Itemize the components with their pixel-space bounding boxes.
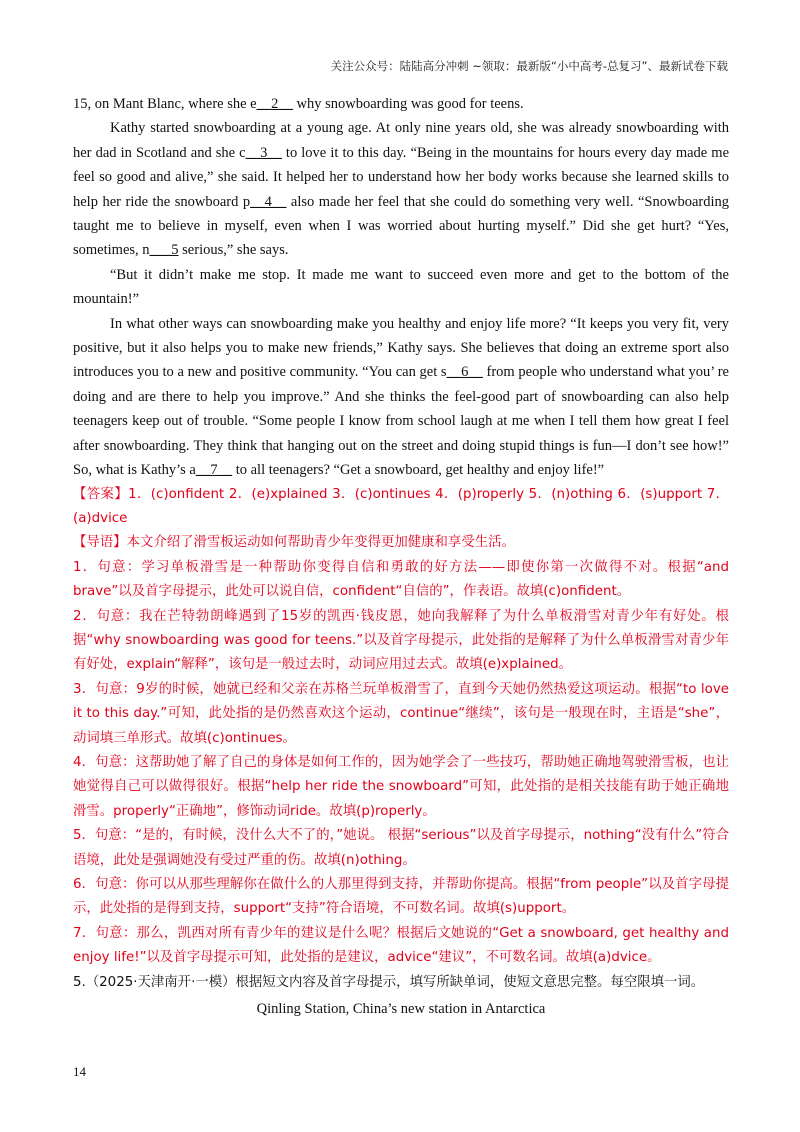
- blank-3: __3__: [245, 144, 282, 161]
- passage-text: Kathy started snowboarding at a young age. At only nine years old, she was already snowboarding with her dad in Scotland and she c: [73, 120, 729, 161]
- explanation-4: 4．句意：这帮助她了解了自己的身体是如何工作的，因为她学会了一些技巧，帮助她正确地驾驶滑雪板，也让她觉得自己可以做得很好。根据“help her ride the snowboard”可知，此处指的是相关技能有助于她正确地滑雪。properly“正确地”，修饰动词ride。故填(p)roperly。: [73, 754, 729, 819]
- answer-key: [73, 483, 729, 532]
- guide-label: 【导语】: [73, 535, 127, 551]
- answer-label: 【答案】: [73, 486, 129, 502]
- passage-text: 15, on Mant Blanc, where she e: [73, 96, 257, 112]
- passage-paragraph-2: [73, 116, 729, 262]
- answer-text: 1．(c)onfident 2．(e)xplained 3．(c)ontinues 4．(p)roperly 5．(n)othing 6．(s)upport 7．(a)dvice: [73, 486, 730, 526]
- passage-paragraph-1: [73, 92, 729, 116]
- guide-text: 本文介绍了滑雪板运动如何帮助青少年变得更加健康和享受生活。: [126, 535, 515, 551]
- blank-6: __6__: [446, 364, 483, 381]
- next-passage-title: Qinling Station, China’s new station in Antarctica: [256, 1001, 546, 1018]
- passage-text: also made her feel that she could do something very well. “Snowboarding taught me to believe in myself, even when I was worried about hurting myself.” Did she get hurt? “Yes, sometimes, n: [73, 193, 729, 259]
- blank-5: ___5: [149, 242, 179, 259]
- page-header: 关注公众号：陆陆高分冲刺 ~领取：最新版“小中高考-总复习”、最新试卷下载: [330, 59, 728, 73]
- passage-text: why snowboarding was good for teens.: [292, 96, 524, 112]
- passage-text: to all teenagers? “Get a snowboard, get healthy and enjoy life!”: [232, 462, 605, 479]
- next-question-instruction: 5.（2025·天津南开·一模）根据短文内容及首字母提示，填写所缺单词，使短文意思完整。每空限填一词。: [73, 974, 705, 990]
- explanation-2: 2．句意：我在芒特勃朗峰遇到了15岁的凯西·钱皮恩，她向我解释了为什么单板滑雪对青少年有好处。根据“why snowboarding was good for teens.”以及首字母提示，此处指的是解释了为什么单板滑雪对青少年有好处，explain“解释”，该句是一般过去时，动词应用过去式。故填(e)xplained。: [73, 608, 729, 673]
- guide-intro: [73, 531, 729, 555]
- blank-4: __4__: [250, 193, 287, 210]
- explanation-3: 3．句意：9岁的时候，她就已经和父亲在苏格兰玩单板滑雪了，直到今天她仍然热爱这项运动。根据“to love it to this day.”可知，此处指的是仍然喜欢这个运动，continue“继续”，该句是一般现在时，主语是“she”，动词填三单形式。故填(c)ontinues。: [73, 681, 729, 746]
- document-body: [73, 92, 729, 1021]
- passage-text: from people who understand what you’ re doing and are there to help you improve.” And she thinks the feel-good part of snowboarding can also help teenagers keep out of trouble. “Some people I know from school laugh at me when I tell them how great I feel after snowboarding. They think that hanging out on the street and doing stupid things is fun—I don’t see how!” So, what is Kathy’s a: [73, 364, 729, 479]
- explanation-7: 7．句意：那么，凯西对所有青少年的建议是什么呢？根据后文她说的“Get a snowboard, get healthy and enjoy life!”以及首字母提示可知，此处指的是建议，advice“建议”，不可数名词。故填(a)dvice。: [73, 925, 729, 966]
- explanation-6: 6．句意：你可以从那些理解你在做什么的人那里得到支持，并帮助你提高。根据“from people”以及首字母提示，此处指的是得到支持，support“支持”符合语境，不可数名词。故填(s)upport。: [73, 877, 729, 917]
- passage-text: to love it to this day. “Being in the mountains for hours every day made me feel so good and alive,” she said. It helped her to understand how her body works because she learned skills to help her ride the snowboard p: [73, 144, 730, 210]
- passage-text: In what other ways can snowboarding make you healthy and enjoy life more? “It keeps you very fit, very positive, but it also helps you to make new friends,” Kathy says. She believes that doing an extreme sport also introduces you to a new and positive community. “You can get s: [73, 315, 729, 381]
- passage-paragraph-3: “But it didn’t make me stop. It made me want to succeed even more and get to the bottom of the mountain!”: [73, 266, 729, 308]
- explanation-5: 5．句意：“是的，有时候，没什么大不了的，”她说。 根据“serious”以及首字母提示，nothing“没有什么”符合语境，此处是强调她没有受过严重的伤。故填(n)othing。: [73, 828, 729, 868]
- blank-7: __7__: [195, 462, 233, 479]
- page-number: 14: [73, 1064, 86, 1079]
- passage-text: serious,” she says.: [178, 242, 289, 259]
- explanation-1: 1．句意：学习单板滑雪是一种帮助你变得自信和勇敢的好方法——即使你第一次做得不对。根据“and brave”以及首字母提示，此处可以说自信，confident“自信的”，作表语。故填(c)onfident。: [73, 559, 729, 600]
- blank-2: __2__: [256, 96, 293, 112]
- passage-paragraph-4: [73, 312, 729, 483]
